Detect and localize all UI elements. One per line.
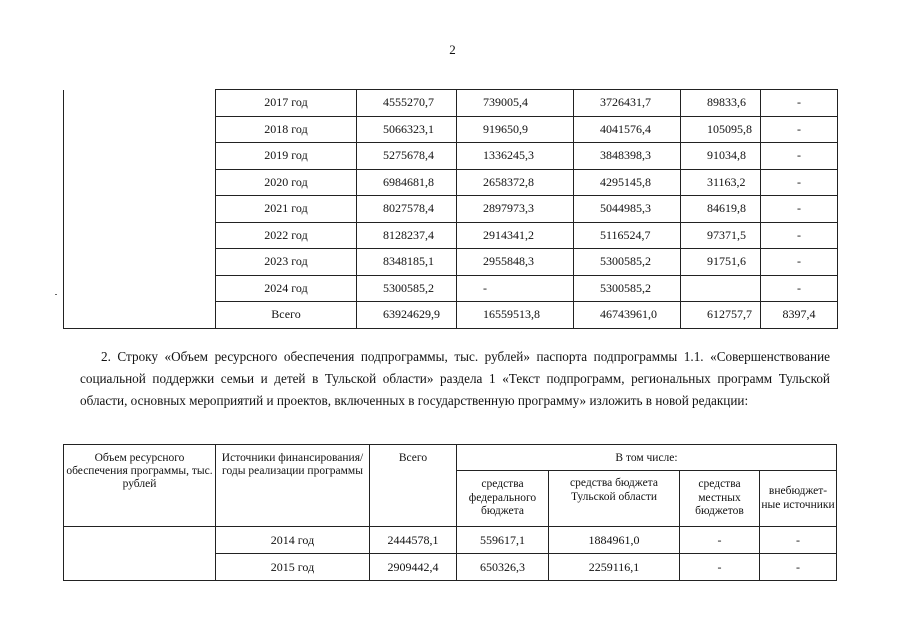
empty-cell [64, 527, 216, 581]
page-number: 2 [449, 42, 456, 57]
year-cell: 2015 год [216, 554, 370, 581]
regional-cell: 2259116,1 [549, 554, 680, 581]
federal-cell: 2658372,8 [457, 169, 574, 196]
scan-mark [55, 294, 57, 295]
local-cell: 31163,2 [681, 169, 761, 196]
local-cell: - [680, 554, 760, 581]
regional-cell: 5300585,2 [574, 275, 681, 302]
amendment-text: 2. Строку «Объем ресурсного обеспечения подпрограммы, тыс. рублей» паспорта подпрограммы 1.1. «Совершенствование социальной поддержки семьи и детей в Тульской области» раздела 1 «Текст подпрограмм, региональных программ Тульской области, основных мероприятий и проектов, включенных в государственную программу» изложить в новой редакции: [80, 349, 830, 408]
header-including: В том числе: [457, 445, 837, 471]
regional-cell: 5116524,7 [574, 222, 681, 249]
total-cell: 63924629,9 [357, 302, 457, 329]
extra-cell: - [761, 275, 838, 302]
year-cell: 2023 год [216, 249, 357, 276]
header-extra-budgetary: внебюджет- ные источники [760, 471, 837, 527]
extra-cell: - [761, 249, 838, 276]
year-cell: 2017 год [216, 90, 357, 117]
total-cell: 6984681,8 [357, 169, 457, 196]
year-cell: 2022 год [216, 222, 357, 249]
extra-cell: 8397,4 [761, 302, 838, 329]
regional-cell: 5044985,3 [574, 196, 681, 223]
total-cell: 8027578,4 [357, 196, 457, 223]
local-cell: 612757,7 [681, 302, 761, 329]
federal-cell: 16559513,8 [457, 302, 574, 329]
header-funding-sources: Источники финансирования/годы реализации программы [216, 445, 370, 527]
empty-cell [64, 90, 216, 329]
federal-cell: 2955848,3 [457, 249, 574, 276]
federal-cell: 919650,9 [457, 116, 574, 143]
regional-cell: 4041576,4 [574, 116, 681, 143]
year-cell: 2024 год [216, 275, 357, 302]
year-cell: 2019 год [216, 143, 357, 170]
federal-cell: 1336245,3 [457, 143, 574, 170]
table-row [64, 90, 838, 117]
extra-cell: - [761, 143, 838, 170]
header-federal-budget: средства федерального бюджета [457, 471, 549, 527]
local-cell: - [680, 527, 760, 554]
year-cell: 2014 год [216, 527, 370, 554]
resource-table-new [63, 444, 837, 581]
extra-cell: - [761, 90, 838, 117]
local-cell: 89833,6 [681, 90, 761, 117]
local-cell: 105095,8 [681, 116, 761, 143]
regional-cell: 5300585,2 [574, 249, 681, 276]
year-cell: 2018 год [216, 116, 357, 143]
extra-cell: - [761, 169, 838, 196]
extra-cell: - [760, 554, 837, 581]
regional-cell: 3848398,3 [574, 143, 681, 170]
total-cell: 2909442,4 [370, 554, 457, 581]
regional-cell: 3726431,7 [574, 90, 681, 117]
total-cell: 2444578,1 [370, 527, 457, 554]
extra-cell: - [761, 116, 838, 143]
local-cell: 91751,6 [681, 249, 761, 276]
federal-cell: 2914341,2 [457, 222, 574, 249]
local-cell [681, 275, 761, 302]
extra-cell: - [761, 222, 838, 249]
header-local-budgets: средства местных бюджетов [680, 471, 760, 527]
year-cell: 2021 год [216, 196, 357, 223]
regional-cell: 46743961,0 [574, 302, 681, 329]
local-cell: 84619,8 [681, 196, 761, 223]
extra-cell: - [760, 527, 837, 554]
header-total: Всего [370, 445, 457, 527]
local-cell: 91034,8 [681, 143, 761, 170]
header-regional-budget: средства бюджета Тульской области [549, 471, 680, 527]
federal-cell: 2897973,3 [457, 196, 574, 223]
amendment-paragraph [80, 346, 830, 412]
regional-cell: 4295145,8 [574, 169, 681, 196]
year-cell: 2020 год [216, 169, 357, 196]
extra-cell: - [761, 196, 838, 223]
year-cell: Всего [216, 302, 357, 329]
total-cell: 8348185,1 [357, 249, 457, 276]
federal-cell: 650326,3 [457, 554, 549, 581]
total-cell: 8128237,4 [357, 222, 457, 249]
total-cell: 4555270,7 [357, 90, 457, 117]
federal-cell: - [457, 275, 574, 302]
header-resource-volume: Объем ресурсного обеспечения программы, тыс. рублей [64, 445, 216, 527]
federal-cell: 739005,4 [457, 90, 574, 117]
regional-cell: 1884961,0 [549, 527, 680, 554]
total-cell: 5300585,2 [357, 275, 457, 302]
total-cell: 5275678,4 [357, 143, 457, 170]
total-cell: 5066323,1 [357, 116, 457, 143]
local-cell: 97371,5 [681, 222, 761, 249]
resource-table-continued [63, 89, 838, 329]
federal-cell: 559617,1 [457, 527, 549, 554]
